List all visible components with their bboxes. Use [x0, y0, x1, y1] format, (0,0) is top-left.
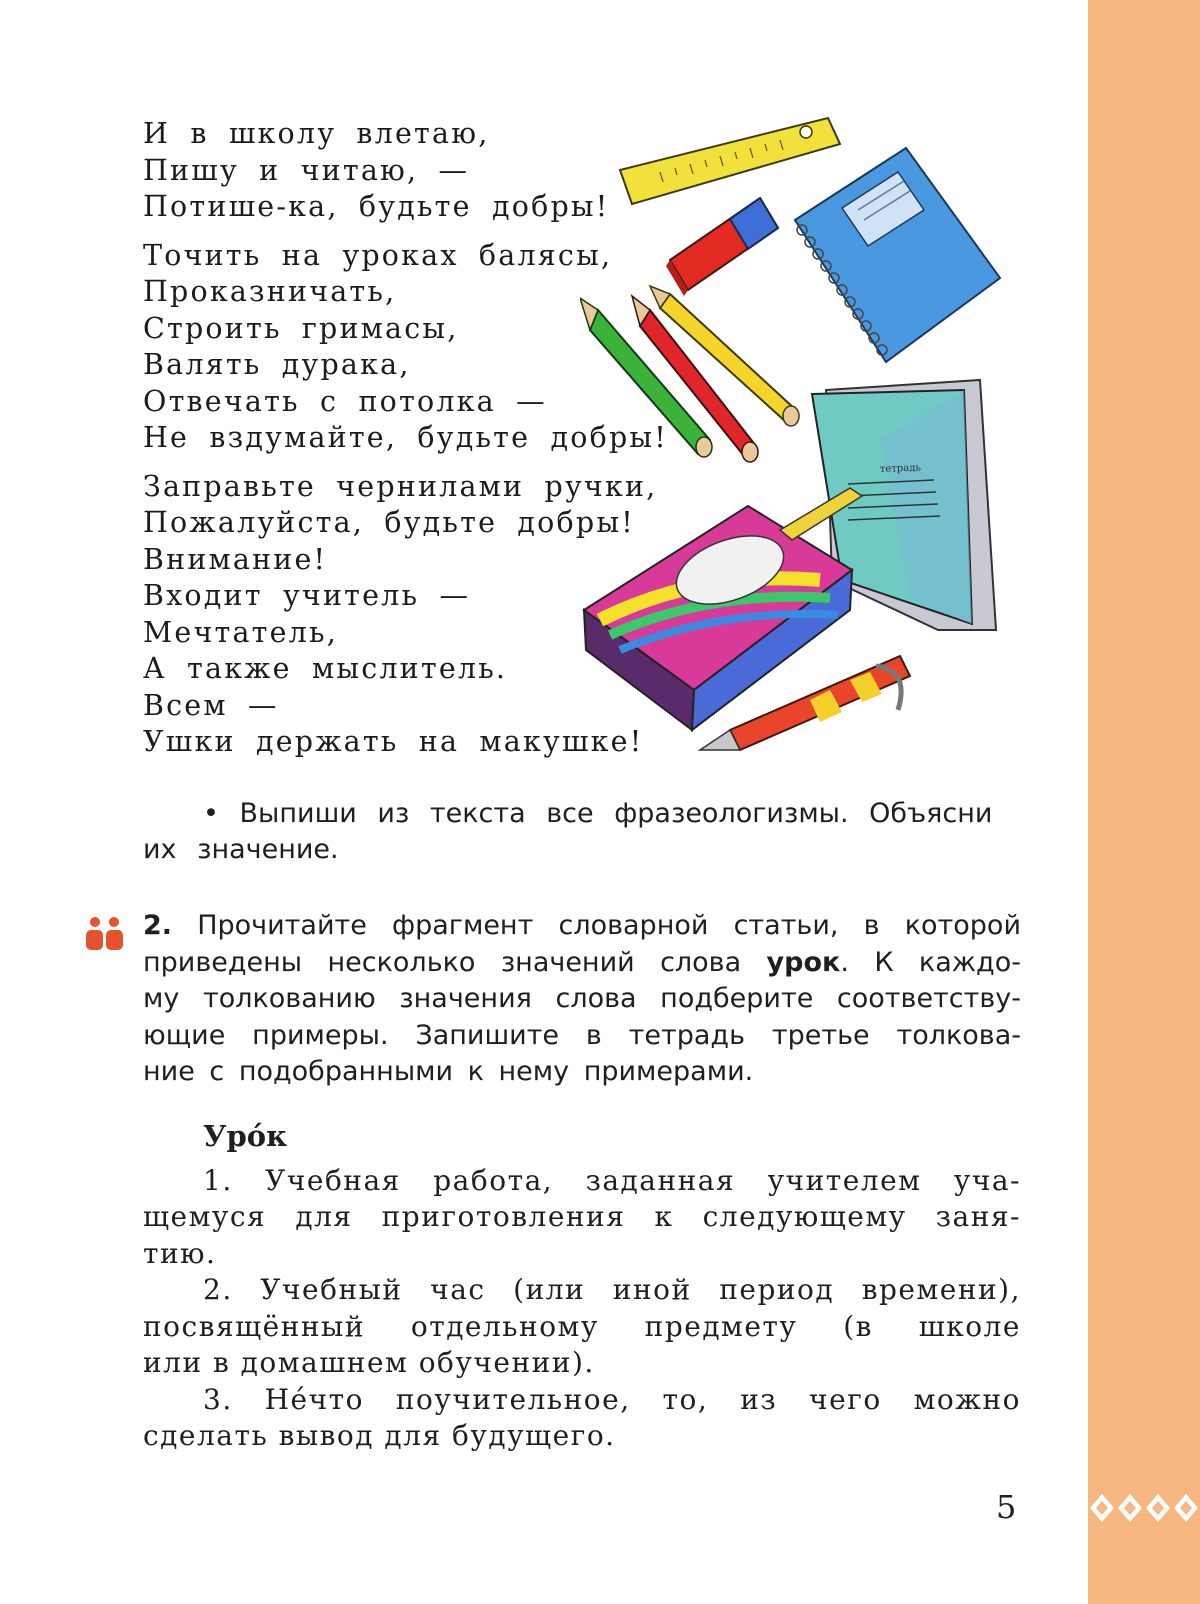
school-supplies-illustration: [580, 110, 1040, 770]
bullet: •: [203, 798, 219, 829]
definition-3-line2: сделать вывод для будущего.: [143, 1419, 616, 1452]
definition-2-line2: посвящённый отдельному предмету (в школе: [143, 1309, 1021, 1343]
poem-line: Всем —: [143, 688, 279, 722]
task1-line1: Выпиши из текста все фразеологизмы. Объясни: [239, 798, 993, 829]
poem-line: Пишу и читаю, —: [143, 153, 470, 187]
definition-2-line1: 2. Учебный час (или иной период времени),: [203, 1273, 1021, 1306]
poem-line: Строить гримасы,: [143, 311, 459, 345]
task1-line2: их значение.: [143, 834, 339, 865]
poem-line: Отвечать с потолка —: [143, 384, 547, 418]
task2-text: [143, 908, 1021, 1091]
poem-line: Проказничать,: [143, 275, 397, 308]
definition-1-line3: тию.: [143, 1236, 217, 1270]
poem-line: Внимание!: [143, 542, 328, 576]
poem-line: Заправьте чернилами ручки,: [143, 469, 658, 503]
task2-line2a: приведены несколько значений слова: [143, 946, 742, 978]
poem-line: Валять дурака,: [143, 348, 411, 381]
poem-line: Точить на уроках балясы,: [143, 238, 613, 272]
task2-line5: ние с подобранными к нему примерами.: [143, 1056, 754, 1087]
poem-line: Потише-ка, будьте добры!: [143, 190, 610, 223]
ruler-icon: [620, 118, 840, 204]
task1-instruction: [143, 796, 1021, 868]
task2-line4: ющие примеры. Запишите в тетрадь третье толкова-: [143, 1019, 1021, 1051]
definition-3-line1: 3. Не́что поучительное, то, из чего можно: [203, 1382, 1021, 1416]
poem-line: Пожалуйста, будьте добры!: [143, 506, 635, 539]
eraser-icon: [666, 198, 778, 296]
zigzag-ornament: [1088, 1490, 1200, 1526]
task-number: 2.: [143, 910, 173, 941]
definition-1-line1: 1. Учебная работа, заданная учителем уча-: [203, 1163, 1021, 1197]
task2-line2b: . К каждо-: [840, 946, 1021, 978]
pair-work-icon: [84, 916, 126, 950]
poem-line: Ушки держать на макушке!: [143, 725, 644, 758]
poem-line: И в школу влетаю,: [143, 117, 490, 150]
notebook-label: тетрадь: [879, 462, 922, 475]
keyword-urok: урок: [766, 946, 841, 978]
definition-1-line2: щемуся для приготовления к следующему заня-: [143, 1200, 1021, 1233]
spiral-notebook-icon: [795, 148, 1000, 362]
task2-line1: Прочитайте фрагмент словарной статьи, в которой: [197, 910, 1021, 941]
poem-line: Входит учитель —: [143, 579, 471, 612]
task2-line3: му толкованию значения слова подберите соответству-: [143, 983, 1021, 1014]
poem-line: Мечтатель,: [143, 615, 338, 649]
definition-2-line3: или в домашнем обучении).: [143, 1346, 595, 1379]
poem-line: Не вздумайте, будьте добры!: [143, 421, 668, 454]
dictionary-entry: [143, 1118, 1021, 1455]
page-number: 5: [996, 1488, 1017, 1526]
page-side-band: [1088, 0, 1200, 1604]
dictionary-headword: Уро́к: [203, 1119, 288, 1153]
poem-line: А также мыслитель.: [143, 652, 508, 685]
